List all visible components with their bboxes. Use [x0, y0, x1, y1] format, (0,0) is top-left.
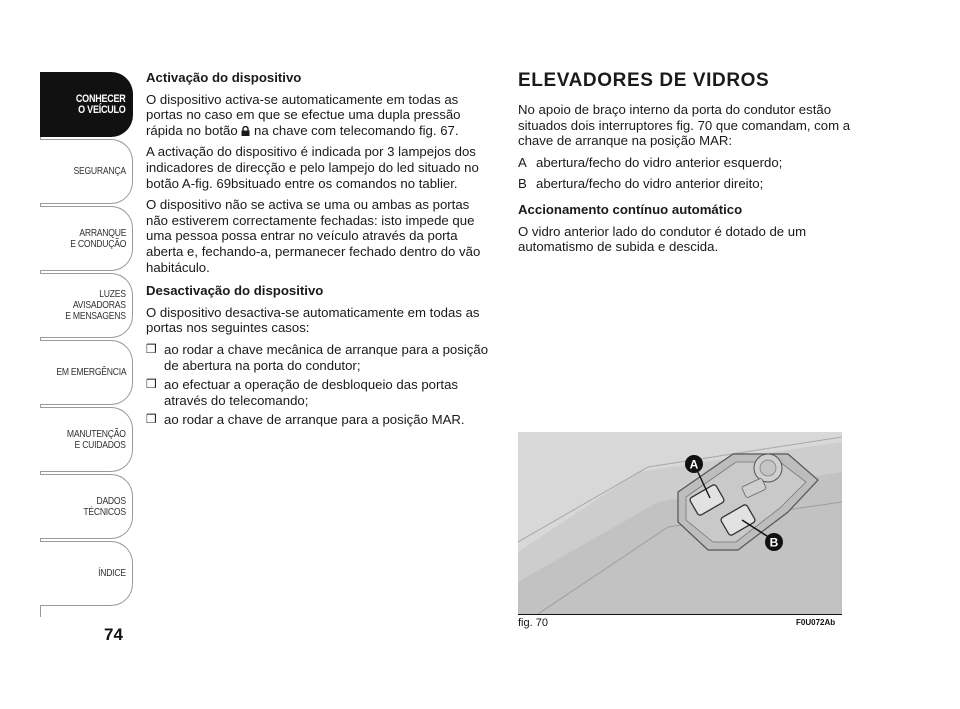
list-item [518, 176, 863, 192]
tab-seguranca[interactable] [40, 139, 133, 204]
chapter-tabs [40, 72, 133, 608]
callout-a-label: A [689, 457, 699, 472]
item-key: B [518, 176, 527, 192]
tab-label: LUZES AVISADORAS E MENSAGENS [65, 288, 126, 322]
item-key: A [518, 154, 527, 170]
paragraph-automatic: O vidro anterior lado do condutor é dotado de um automatismo de subida e descida. [518, 223, 807, 255]
tab-conhecer-o-veiculo[interactable] [40, 72, 133, 137]
paragraph-activation-condition: O dispositivo não se activa se uma ou ambas as portas não estiverem correctamente fechadas: isto impede que uma pessoa possa entrar no veículo através da porta aberta e, fechando-a, permanecer fechado dentro do vão habitáculo. [146, 197, 481, 275]
checkbox-bullet-icon: ❒ [146, 341, 157, 356]
armrest-illustration [518, 432, 842, 614]
tab-label: EM EMERGÊNCIA [55, 366, 126, 378]
left-column [146, 70, 491, 432]
paragraph-activation-indication: A activação do dispositivo é indicada por 3 lampejos dos indicadores de direcção e pelo lampejo do led situado no botão A-fig. 69bsituado entre os comandos no tablier. [146, 144, 479, 191]
tab-label: MANUTENÇÃO E CUIDADOS [67, 427, 126, 451]
figure-caption: fig. 70 [518, 617, 548, 629]
paragraph-activation [146, 92, 491, 139]
checkbox-bullet-icon: ❒ [146, 377, 157, 392]
text: na chave com telecomando fig. 67. [254, 122, 459, 138]
right-column [518, 70, 863, 261]
list-item-text: ao rodar a chave de arranque para a posição MAR. [164, 412, 465, 428]
list-item [518, 155, 863, 171]
heading-deactivation: Desactivação do dispositivo [146, 283, 324, 299]
text: O dispositivo activa-se automaticamente em todas as portas no caso em que se efectue uma dupla pressão rápida no botão [146, 91, 461, 138]
section-title: ELEVADORES DE VIDROS [518, 70, 770, 91]
tab-label: ARRANQUE E CONDUÇÃO [70, 226, 126, 250]
list-item-text: ao efectuar a operação de desbloqueio das portas através do telecomando; [164, 377, 459, 408]
tab-arranque-e-conducao[interactable] [40, 206, 133, 271]
callout-b-label: B [769, 535, 779, 550]
tab-manutencao-e-cuidados[interactable] [40, 407, 133, 472]
page-number: 74 [104, 625, 123, 644]
list-item-text: ao rodar a chave mecânica de arranque para a posição de abertura na porta do condutor; [164, 341, 489, 373]
figure-rule [518, 614, 842, 615]
tab-em-emergencia[interactable] [40, 340, 133, 405]
checkbox-bullet-icon: ❒ [146, 412, 157, 427]
figure-code: F0U072Ab [796, 618, 836, 627]
tab-indice[interactable] [40, 541, 133, 606]
list-item [146, 412, 491, 428]
tab-label: DADOS TÉCNICOS [83, 494, 126, 518]
paragraph-window-switches: No apoio de braço interno da porta do condutor estão situados dois interruptores fig. 70 que comandam, com a chave de arranque na posição MAR: [518, 102, 851, 149]
item-text: abertura/fecho do vidro anterior esquerdo; [536, 154, 783, 170]
tab-label: SEGURANÇA [73, 165, 126, 177]
heading-activation: Activação do dispositivo [146, 70, 302, 85]
tab-label: ÍNDICE [98, 567, 126, 579]
list-item [146, 377, 491, 408]
heading-automatic: Accionamento contínuo automático [518, 201, 743, 217]
tab-label: CONHECER O VEÍCULO [76, 92, 126, 116]
list-item [146, 342, 491, 373]
lock-icon [241, 126, 250, 136]
tab-luzes-avisadoras[interactable] [40, 273, 133, 338]
item-text: abertura/fecho do vidro anterior direito; [536, 176, 764, 192]
window-switch-figure [518, 432, 842, 614]
tab-dados-tecnicos[interactable] [40, 474, 133, 539]
paragraph-deactivation: O dispositivo desactiva-se automaticamente em todas as portas nos seguintes casos: [146, 304, 480, 336]
